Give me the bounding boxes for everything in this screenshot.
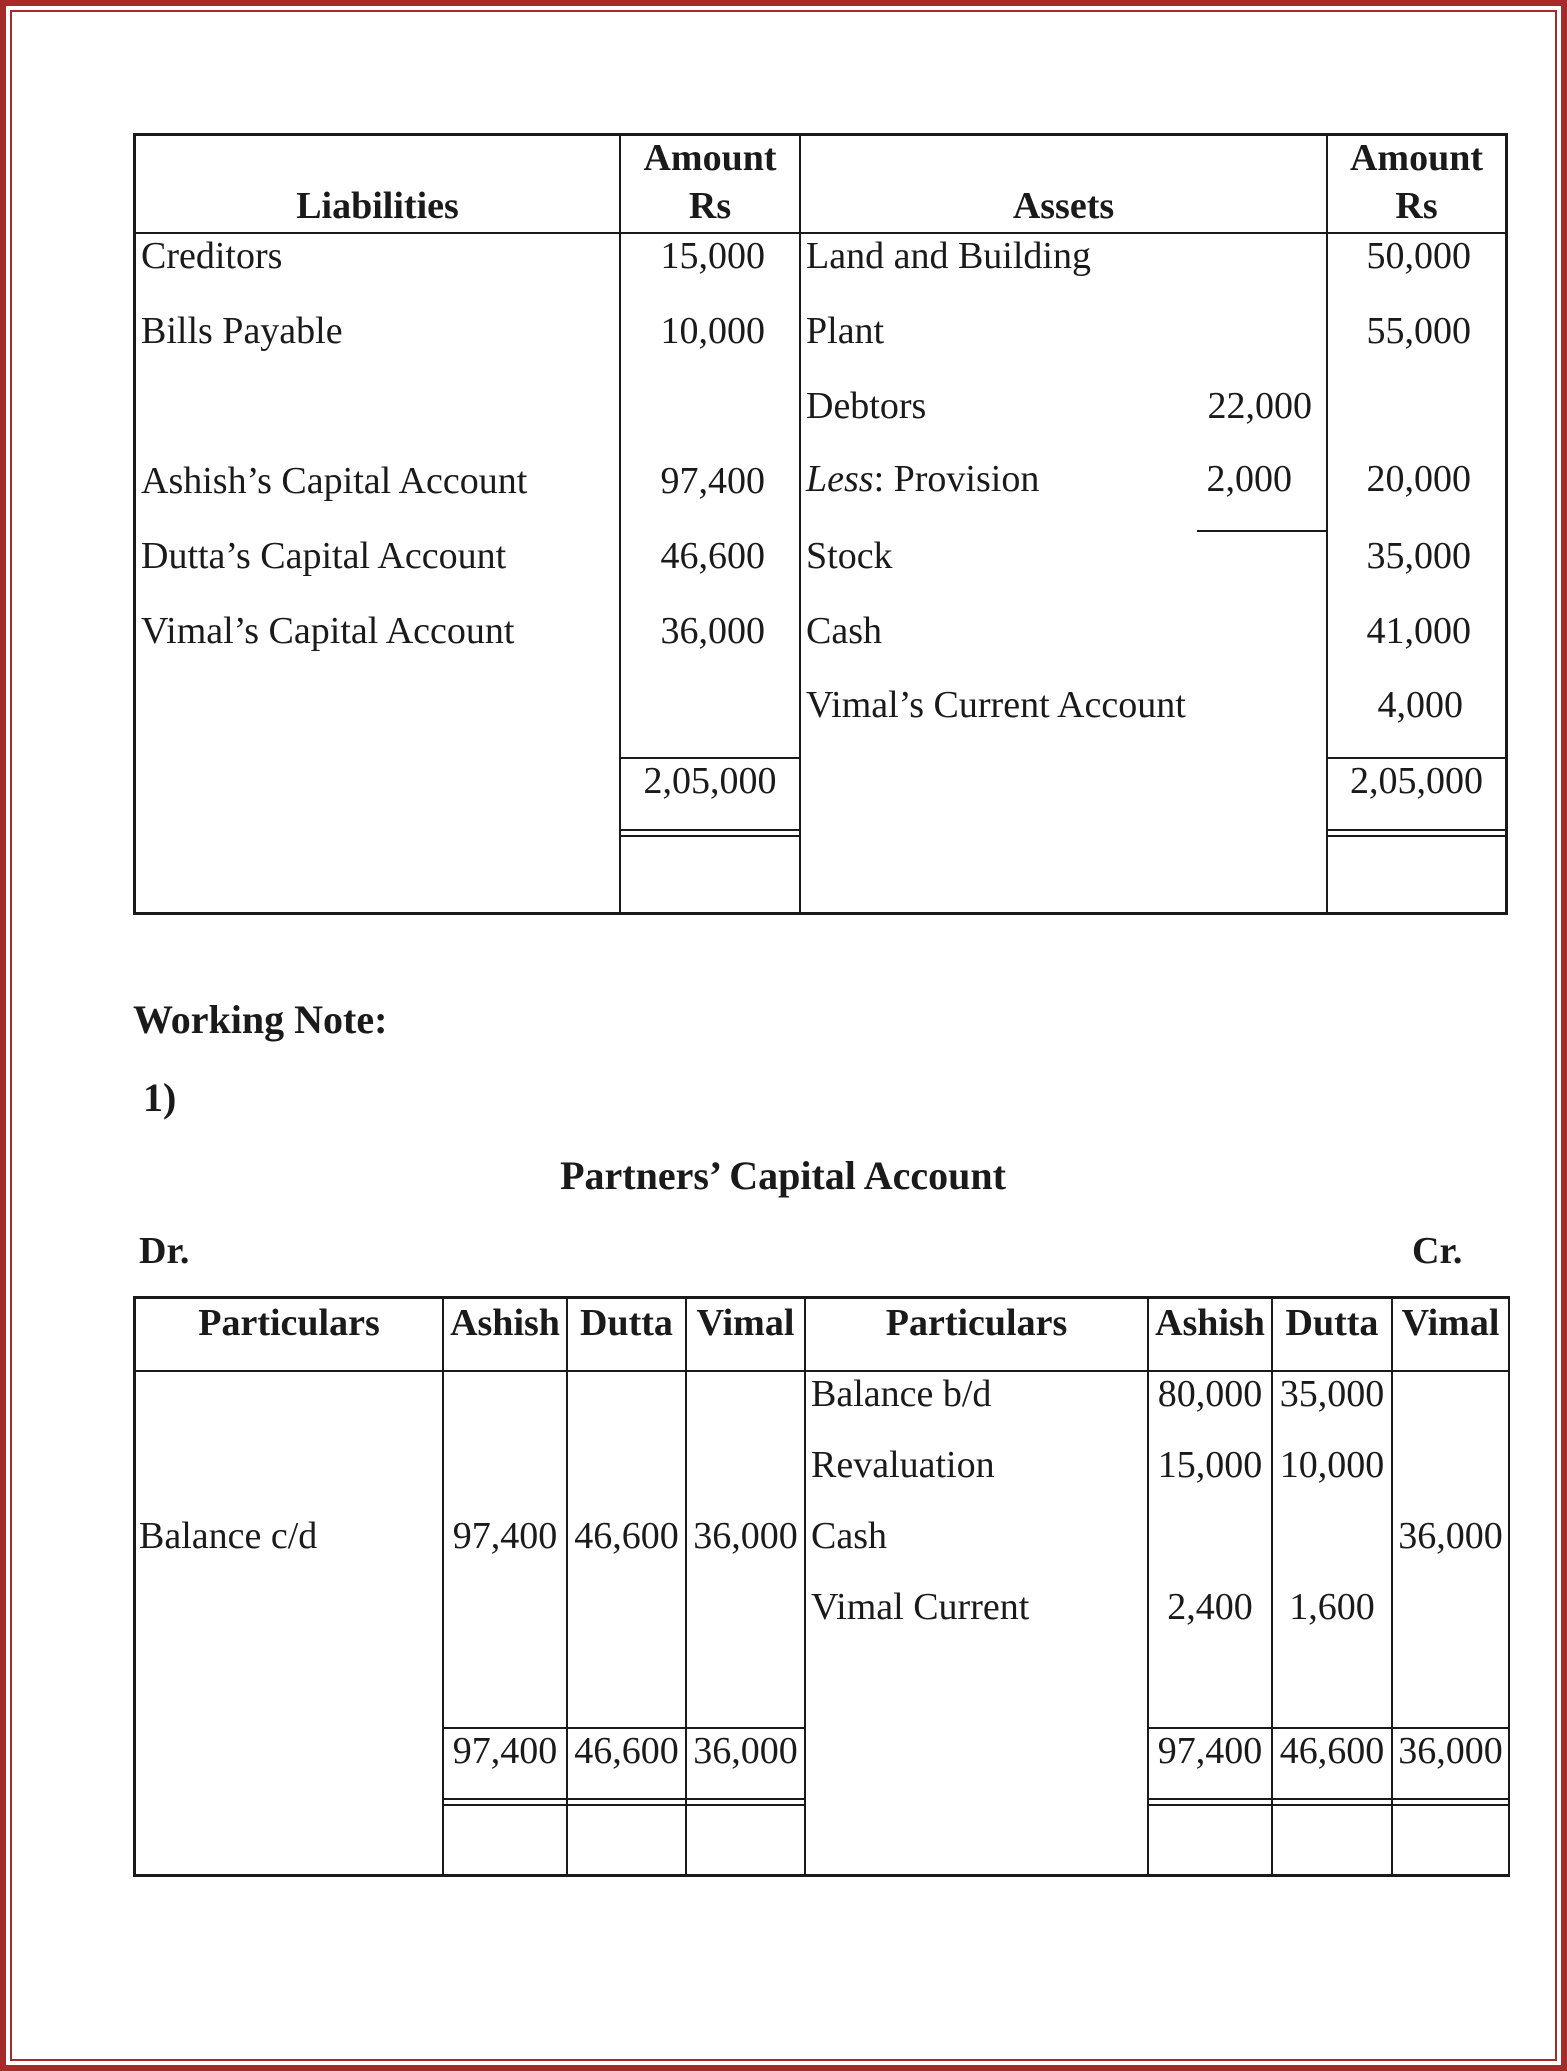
less-label: Less — [806, 458, 874, 500]
ca-top-border — [133, 1296, 1510, 1299]
debit-label: Balance c/d — [139, 1515, 318, 1557]
ca-bottom-border — [133, 1874, 1510, 1877]
debit-total-vimal: 36,000 — [693, 1730, 798, 1772]
asset-label: Plant — [806, 310, 885, 352]
asset-amount: 55,000 — [1366, 310, 1471, 352]
bs-right-border — [1505, 133, 1508, 915]
ca-col-divider — [804, 1296, 806, 1877]
liab-rs-header: Rs — [688, 185, 732, 227]
debit-total-double-rule — [442, 1804, 806, 1806]
asset-label: Vimal’s Current Account — [806, 684, 1186, 726]
asset-amount-header: Amount — [1349, 137, 1484, 179]
debit-total-ashish: 97,400 — [452, 1730, 558, 1772]
asset-amount: 4,000 — [1377, 684, 1463, 726]
working-note-heading: Working Note: — [133, 997, 388, 1042]
liability-amount: 46,600 — [660, 535, 765, 577]
liab-total-double-rule — [619, 835, 801, 837]
liab-total-double-rule — [619, 829, 801, 831]
credit-dutta-value: 10,000 — [1279, 1444, 1385, 1486]
debit-vimal-value: 36,000 — [693, 1515, 798, 1557]
asset-total-double-rule — [1326, 835, 1508, 837]
credit-dutta-value: 1,600 — [1289, 1586, 1375, 1628]
credit-label: Cash — [811, 1515, 887, 1557]
liability-label: Vimal’s Capital Account — [141, 610, 515, 652]
debit-total-double-rule — [442, 1798, 806, 1800]
ca-col-divider — [442, 1296, 444, 1877]
debtors-inner-amount: 22,000 — [1207, 385, 1312, 427]
debit-particulars-header: Particulars — [198, 1302, 380, 1344]
credit-dutta-value: 35,000 — [1279, 1373, 1385, 1415]
credit-total-double-rule — [1147, 1798, 1510, 1800]
liability-amount: 36,000 — [660, 610, 765, 652]
asset-amount: 20,000 — [1366, 458, 1471, 500]
liability-amount: 97,400 — [660, 460, 765, 502]
asset-rs-header: Rs — [1395, 185, 1438, 227]
credit-dutta-header: Dutta — [1285, 1302, 1379, 1344]
working-note-number: 1) — [143, 1075, 177, 1120]
liabilities-total: 2,05,000 — [643, 760, 777, 802]
asset-amount: 41,000 — [1366, 610, 1471, 652]
debit-vimal-header: Vimal — [696, 1302, 795, 1344]
credit-ashish-value: 80,000 — [1157, 1373, 1263, 1415]
ca-col-divider — [566, 1296, 568, 1877]
debtors-subtotal-rule — [1197, 530, 1327, 532]
bs-top-border — [133, 133, 1508, 136]
provision-label: : Provision — [873, 458, 1040, 500]
asset-total-double-rule — [1326, 829, 1508, 831]
account-title: Partners’ Capital Account — [560, 1153, 1006, 1198]
asset-label — [806, 456, 1039, 502]
credit-label: Revaluation — [811, 1444, 995, 1486]
dr-label: Dr. — [139, 1230, 190, 1272]
liability-label: Dutta’s Capital Account — [141, 535, 507, 577]
credit-total-ashish: 97,400 — [1157, 1730, 1263, 1772]
ca-left-border — [133, 1296, 136, 1877]
cr-label: Cr. — [1412, 1230, 1463, 1272]
provision-inner-amount: 2,000 — [1206, 458, 1292, 500]
asset-label: Cash — [806, 610, 882, 652]
bs-left-border — [133, 133, 136, 915]
asset-label: Stock — [806, 535, 893, 577]
ca-col-divider — [1391, 1296, 1393, 1877]
credit-label: Balance b/d — [811, 1373, 992, 1415]
credit-ashish-header: Ashish — [1155, 1302, 1265, 1344]
credit-vimal-header: Vimal — [1401, 1302, 1500, 1344]
ca-right-border — [1508, 1296, 1510, 1877]
bs-col-divider — [799, 133, 801, 915]
debit-dutta-value: 46,600 — [574, 1515, 679, 1557]
credit-total-dutta: 46,600 — [1279, 1730, 1385, 1772]
credit-label: Vimal Current — [811, 1586, 1030, 1628]
liabilities-header: Liabilities — [296, 185, 459, 227]
ca-col-divider — [685, 1296, 687, 1877]
debit-total-dutta: 46,600 — [574, 1730, 679, 1772]
credit-ashish-value: 15,000 — [1157, 1444, 1263, 1486]
debit-ashish-value: 97,400 — [452, 1515, 558, 1557]
liability-label: Bills Payable — [141, 310, 343, 352]
liability-amount: 15,000 — [660, 235, 765, 277]
credit-total-double-rule — [1147, 1804, 1510, 1806]
credit-particulars-header: Particulars — [885, 1302, 1068, 1344]
credit-vimal-value: 36,000 — [1398, 1515, 1503, 1557]
debit-ashish-header: Ashish — [450, 1302, 560, 1344]
liability-label: Ashish’s Capital Account — [141, 460, 528, 502]
assets-total: 2,05,000 — [1350, 760, 1483, 802]
asset-amount: 50,000 — [1366, 235, 1471, 277]
assets-header: Assets — [1012, 185, 1115, 227]
liability-label: Creditors — [141, 235, 283, 277]
credit-ashish-value: 2,400 — [1167, 1586, 1253, 1628]
asset-label: Debtors — [806, 385, 927, 427]
asset-amount: 35,000 — [1366, 535, 1471, 577]
liability-amount: 10,000 — [660, 310, 765, 352]
debit-dutta-header: Dutta — [580, 1302, 673, 1344]
credit-total-vimal: 36,000 — [1398, 1730, 1503, 1772]
asset-label: Land and Building — [806, 235, 1091, 277]
bs-bottom-border — [133, 912, 1508, 915]
liab-amount-header: Amount — [643, 137, 777, 179]
